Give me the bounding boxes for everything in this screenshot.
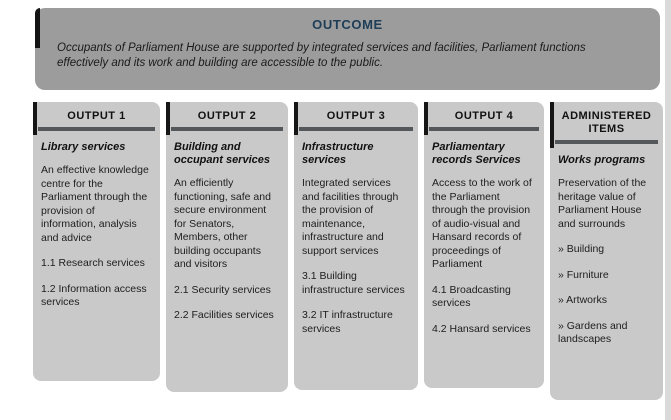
header-rule [38,127,155,131]
service-item: » Building [558,243,605,255]
service-item: » Artworks [558,294,608,306]
column-description: Access to the work of the Parliament through the provision of audio-visual and Hansard records of proceedings of Parliament [432,177,532,270]
column-output-3 [294,102,418,390]
service-item: » Gardens and landscapes [558,319,628,345]
column-description: An efficiently functioning, safe and secure environment for Senators, Members, other building occupants and visitors [174,177,271,270]
column-title: ADMINISTERED ITEMS [561,110,652,135]
column-output-2 [166,102,288,392]
column-title: OUTPUT 1 [67,110,126,122]
column-subtitle: Parliamentary records Services [432,141,521,166]
service-item: 2.1 Security services [174,283,271,296]
outcome-title: OUTCOME [312,17,383,32]
column-subtitle: Works programs [558,154,646,166]
service-item: 4.2 Hansard services [432,322,531,335]
column-title: OUTPUT 3 [326,110,386,122]
column-accent-bar [33,102,37,135]
header-rule [555,140,658,144]
column-output-1 [33,102,160,381]
service-item: » Furniture [558,268,609,281]
page-edge-strip [665,0,671,420]
column-administered-items [550,102,663,400]
service-item: 3.1 Building infrastructure services [302,270,405,296]
service-item: 4.1 Broadcasting services [432,283,511,309]
service-item: 1.1 Research services [41,257,145,269]
column-subtitle: Infrastructure services [302,141,374,166]
column-subtitle: Library services [41,141,126,153]
header-rule [171,127,283,131]
column-description: An effective knowledge centre for the Parliament through the provision of information, analysis and advice [41,164,149,244]
header-rule [429,127,539,131]
column-output-4 [424,102,544,388]
column-accent-bar [550,102,554,148]
column-description: Preservation of the heritage value of Parliament House and surrounds [558,177,647,230]
service-item: 3.2 IT infrastructure services [302,309,393,335]
column-accent-bar [166,102,170,135]
column-accent-bar [424,102,428,135]
column-subtitle: Building and occupant services [174,141,270,166]
outcome-box [35,8,660,90]
output-columns [33,102,663,400]
column-accent-bar [294,102,298,135]
column-title: OUTPUT 4 [454,110,514,122]
service-item: 1.2 Information access services [41,282,147,308]
outcome-accent-bar [35,8,40,48]
service-item: 2.2 Facilities services [174,309,274,321]
outcome-description: Occupants of Parliament House are supported by integrated services and facilities, Parliament functions effectively and its work and building are accessible to the public. [57,42,586,69]
column-title: OUTPUT 2 [197,110,257,122]
header-rule [299,127,413,131]
column-description: Integrated services and facilities through the provision of maintenance, infrastructure and support services [302,177,399,257]
